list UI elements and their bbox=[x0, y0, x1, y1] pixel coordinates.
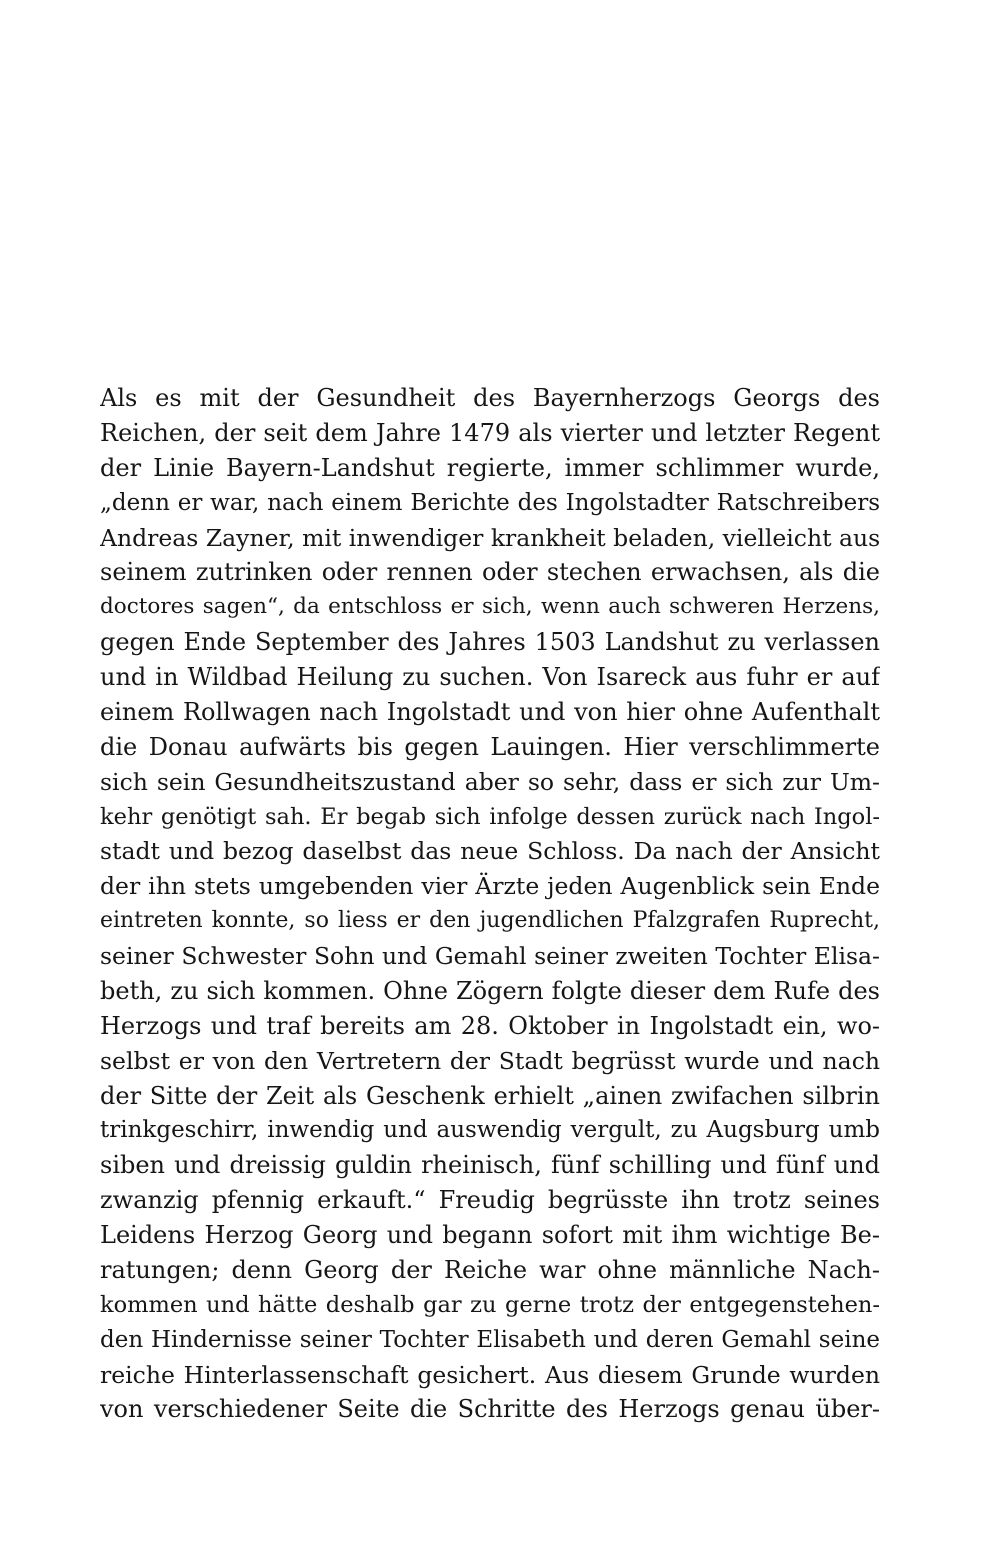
text-line: der Sitte der Zeit als Geschenk erhielt „ainen zwifachen silbrin bbox=[100, 1081, 880, 1110]
text-line: den Hindernisse seiner Tochter Elisabeth und deren Gemahl seine bbox=[100, 1326, 880, 1353]
text-line: Als es mit der Gesundheit des Bayernherzogs Georgs des bbox=[100, 384, 880, 412]
text-line: eintreten konnte, so liess er den jugendlichen Pfalzgrafen Ruprecht, bbox=[100, 908, 880, 934]
text-line: kommen und hätte deshalb gar zu gerne trotz der entgegenstehen- bbox=[100, 1291, 880, 1318]
text-line: von verschiedener Seite die Schritte des Herzogs genau über- bbox=[100, 1395, 880, 1424]
text-line: reiche Hinterlassenschaft gesichert. Aus diesem Grunde wurden bbox=[100, 1360, 880, 1389]
text-line: seinem zutrinken oder rennen oder stechen erwachsen, als die bbox=[100, 558, 880, 587]
text-line: doctores sagen“, da entschloss er sich, wenn auch schweren Herzens, bbox=[100, 594, 880, 620]
text-line: siben und dreissig guldin rheinisch, fünf schilling und fünf und bbox=[100, 1151, 880, 1180]
text-line: beth, zu sich kommen. Ohne Zögern folgte dieser dem Rufe des bbox=[100, 976, 880, 1005]
text-line: ratungen; denn Georg der Reiche war ohne männliche Nach- bbox=[100, 1255, 880, 1284]
text-line: gegen Ende September des Jahres 1503 Landshut zu verlassen bbox=[100, 628, 880, 657]
text-line: die Donau aufwärts bis gegen Lauingen. Hier verschlimmerte bbox=[100, 732, 880, 761]
text-line: Andreas Zayner, mit inwendiger krankheit beladen, vielleicht aus bbox=[100, 523, 880, 552]
text-line: „denn er war, nach einem Berichte des Ingolstadter Ratschreibers bbox=[100, 489, 880, 516]
text-line: Herzogs und traf bereits am 28. Oktober in Ingolstadt ein, wo- bbox=[100, 1011, 880, 1040]
text-line: zwanzig pfennig erkauft.“ Freudig begrüsste ihn trotz seines bbox=[100, 1186, 880, 1215]
text-line: Reichen, der seit dem Jahre 1479 als vierter und letzter Regent bbox=[100, 418, 880, 447]
text-line: Leidens Herzog Georg und begann sofort mit ihm wichtige Be- bbox=[100, 1221, 880, 1249]
text-line: der ihn stets umgebenden vier Ärzte jeden Augenblick sein Ende bbox=[100, 872, 880, 901]
text-line: stadt und bezog daselbst das neue Schloss. Da nach der Ansicht bbox=[100, 837, 880, 866]
text-line: seiner Schwester Sohn und Gemahl seiner zweiten Tochter Elisa- bbox=[100, 942, 880, 970]
text-line: kehr genötigt sah. Er begab sich infolge dessen zurück nach Ingol- bbox=[100, 803, 880, 830]
text-line: sich sein Gesundheitszustand aber so sehr, dass er sich zur Um- bbox=[100, 767, 880, 796]
text-line: selbst er von den Vertretern der Stadt begrüsst wurde und nach bbox=[100, 1046, 880, 1075]
text-line: der Linie Bayern-Landshut regierte, immer schlimmer wurde, bbox=[100, 453, 880, 482]
text-line: einem Rollwagen nach Ingolstadt und von hier ohne Aufenthalt bbox=[100, 697, 880, 726]
text-line: trinkgeschirr, inwendig und auswendig vergult, zu Augsburg umb bbox=[100, 1117, 880, 1144]
body-paragraph bbox=[100, 381, 880, 1427]
text-line: und in Wildbad Heilung zu suchen. Von Isareck aus fuhr er auf bbox=[100, 663, 880, 691]
